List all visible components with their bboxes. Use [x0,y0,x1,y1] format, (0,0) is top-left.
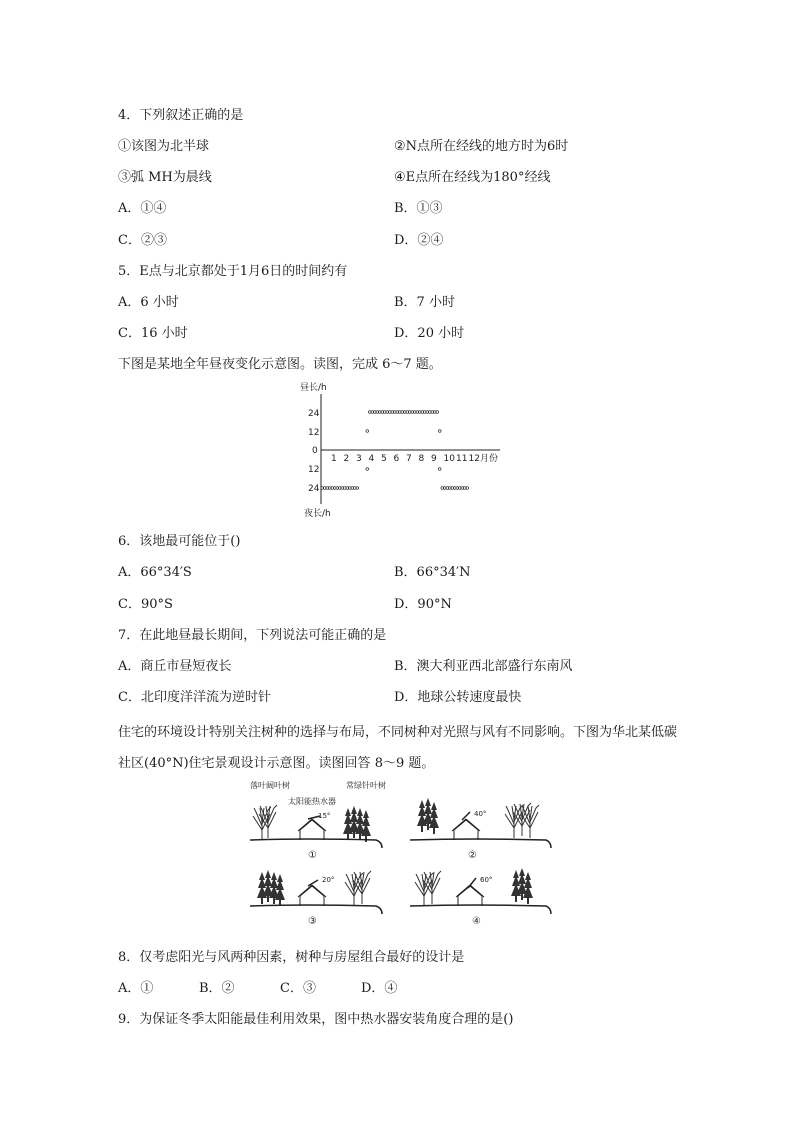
q5-option-d: D．20 小时 [394,326,465,341]
q4-option-b: B．①③ [394,201,443,216]
day-length-point [366,430,369,433]
x-tick-label: 5 [381,454,387,464]
q6-option-d: D．90°N [394,597,452,612]
q5-option-b: B．7 小时 [394,295,455,310]
q6-stem: 6．该地最可能位于() [118,534,241,549]
night-length-point [366,468,369,471]
angle-2: 40° [474,810,487,818]
q7-option-a: A．商丘市昼短夜长 [118,659,232,674]
x-tick-label: 6 [393,454,400,464]
y-tick-24: 24 [308,409,320,419]
q5-option-a: A．6 小时 [118,295,179,310]
panel-number-2: ② [468,850,477,861]
landscape-design-figure [246,778,552,928]
angle-1: 15° [318,812,331,820]
q7-option-d: D．地球公转速度最快 [394,690,522,705]
angle-4: 60° [480,876,493,884]
x-tick-label: 9 [431,454,437,464]
heater-3 [308,880,318,886]
q4-option-c: C．②③ [118,233,167,248]
y-tick-neg24: 24 [308,484,320,494]
y-tick-12: 12 [308,428,320,438]
angle-3: 20° [322,876,335,884]
label-deciduous: 落叶阔叶树 [250,781,290,790]
q7-option-b: B．澳大利亚西北部盛行东南风 [394,659,573,674]
label-evergreen: 常绿针叶树 [346,781,386,790]
y-tick-0: 0 [312,446,318,456]
night-length-point [438,468,441,471]
design-panel-3 [250,870,382,927]
heater-2 [462,812,470,820]
q4-statement-1: ①该图为北半球 [118,139,210,154]
design-panel-1 [250,780,386,861]
x-tick-label: 11 [456,454,468,464]
q6-option-c: C．90°S [118,597,173,612]
q8-option-a: A．① [118,981,154,996]
q4-option-d: D．②④ [394,233,444,248]
x-tick-label: 12月份 [468,454,498,464]
q8-option-d: D．④ [361,981,398,996]
chart-ylabel-bottom: 夜长/h [304,509,331,519]
x-tick-label: 3 [356,454,362,464]
panel-number-3: ③ [308,916,317,927]
q4-statement-4: ④E点所在经线为180°经线 [394,170,551,185]
q9-stem: 9．为保证冬季太阳能最佳利用效果，图中热水器安装角度合理的是() [118,1012,514,1027]
x-tick-label: 2 [343,454,350,464]
q4-stem: 4．下列叙述正确的是 [118,108,244,123]
q5-stem: 5．E点与北京都处于1月6日的时间约有 [118,264,348,279]
x-tick-label: 4 [368,454,375,464]
panel-number-1: ① [308,850,317,861]
intro-8-9: 住宅的环境设计特别关注树种的选择与布局，不同树种对光照与风有不同影响。下图为华北某低碳社区(40°N)住宅景观设计示意图。读图回答 8～9 题。 [118,725,678,771]
x-tick-label: 7 [406,454,412,464]
x-tick-label: 10 [443,454,455,464]
intro-6-7: 下图是某地全年昼夜变化示意图。读图，完成 6～7 题。 [118,357,442,372]
q6-option-b: B．66°34′N [394,565,471,580]
y-tick-neg12: 12 [308,465,320,475]
day-night-chart [290,378,520,520]
design-panel-4 [410,868,551,927]
x-tick-label: 8 [418,454,425,464]
q4-statement-3: ③弧 MH为晨线 [118,170,212,185]
label-heater: 太阳能热水器 [288,797,336,806]
q8-option-c: C．③ [280,981,316,996]
chart-ylabel-top: 昼长/h [300,383,327,393]
panel-number-4: ④ [472,916,481,927]
q4-statement-2: ②N点所在经线的地方时为6时 [394,139,569,154]
q4-option-a: A．①④ [118,201,167,216]
q7-option-c: C．北印度洋洋流为逆时针 [118,690,271,705]
q8-option-b: B．② [199,981,235,996]
design-panel-2 [410,798,551,861]
x-tick-label: 1 [331,454,337,464]
q8-stem: 8．仅考虑阳光与风两种因素，树种与房屋组合最好的设计是 [118,950,465,965]
day-length-point [438,430,441,433]
q7-stem: 7．在此地昼最长期间，下列说法可能正确的是 [118,628,387,643]
q6-option-a: A．66°34′S [118,565,192,580]
q5-option-c: C．16 小时 [118,326,188,341]
